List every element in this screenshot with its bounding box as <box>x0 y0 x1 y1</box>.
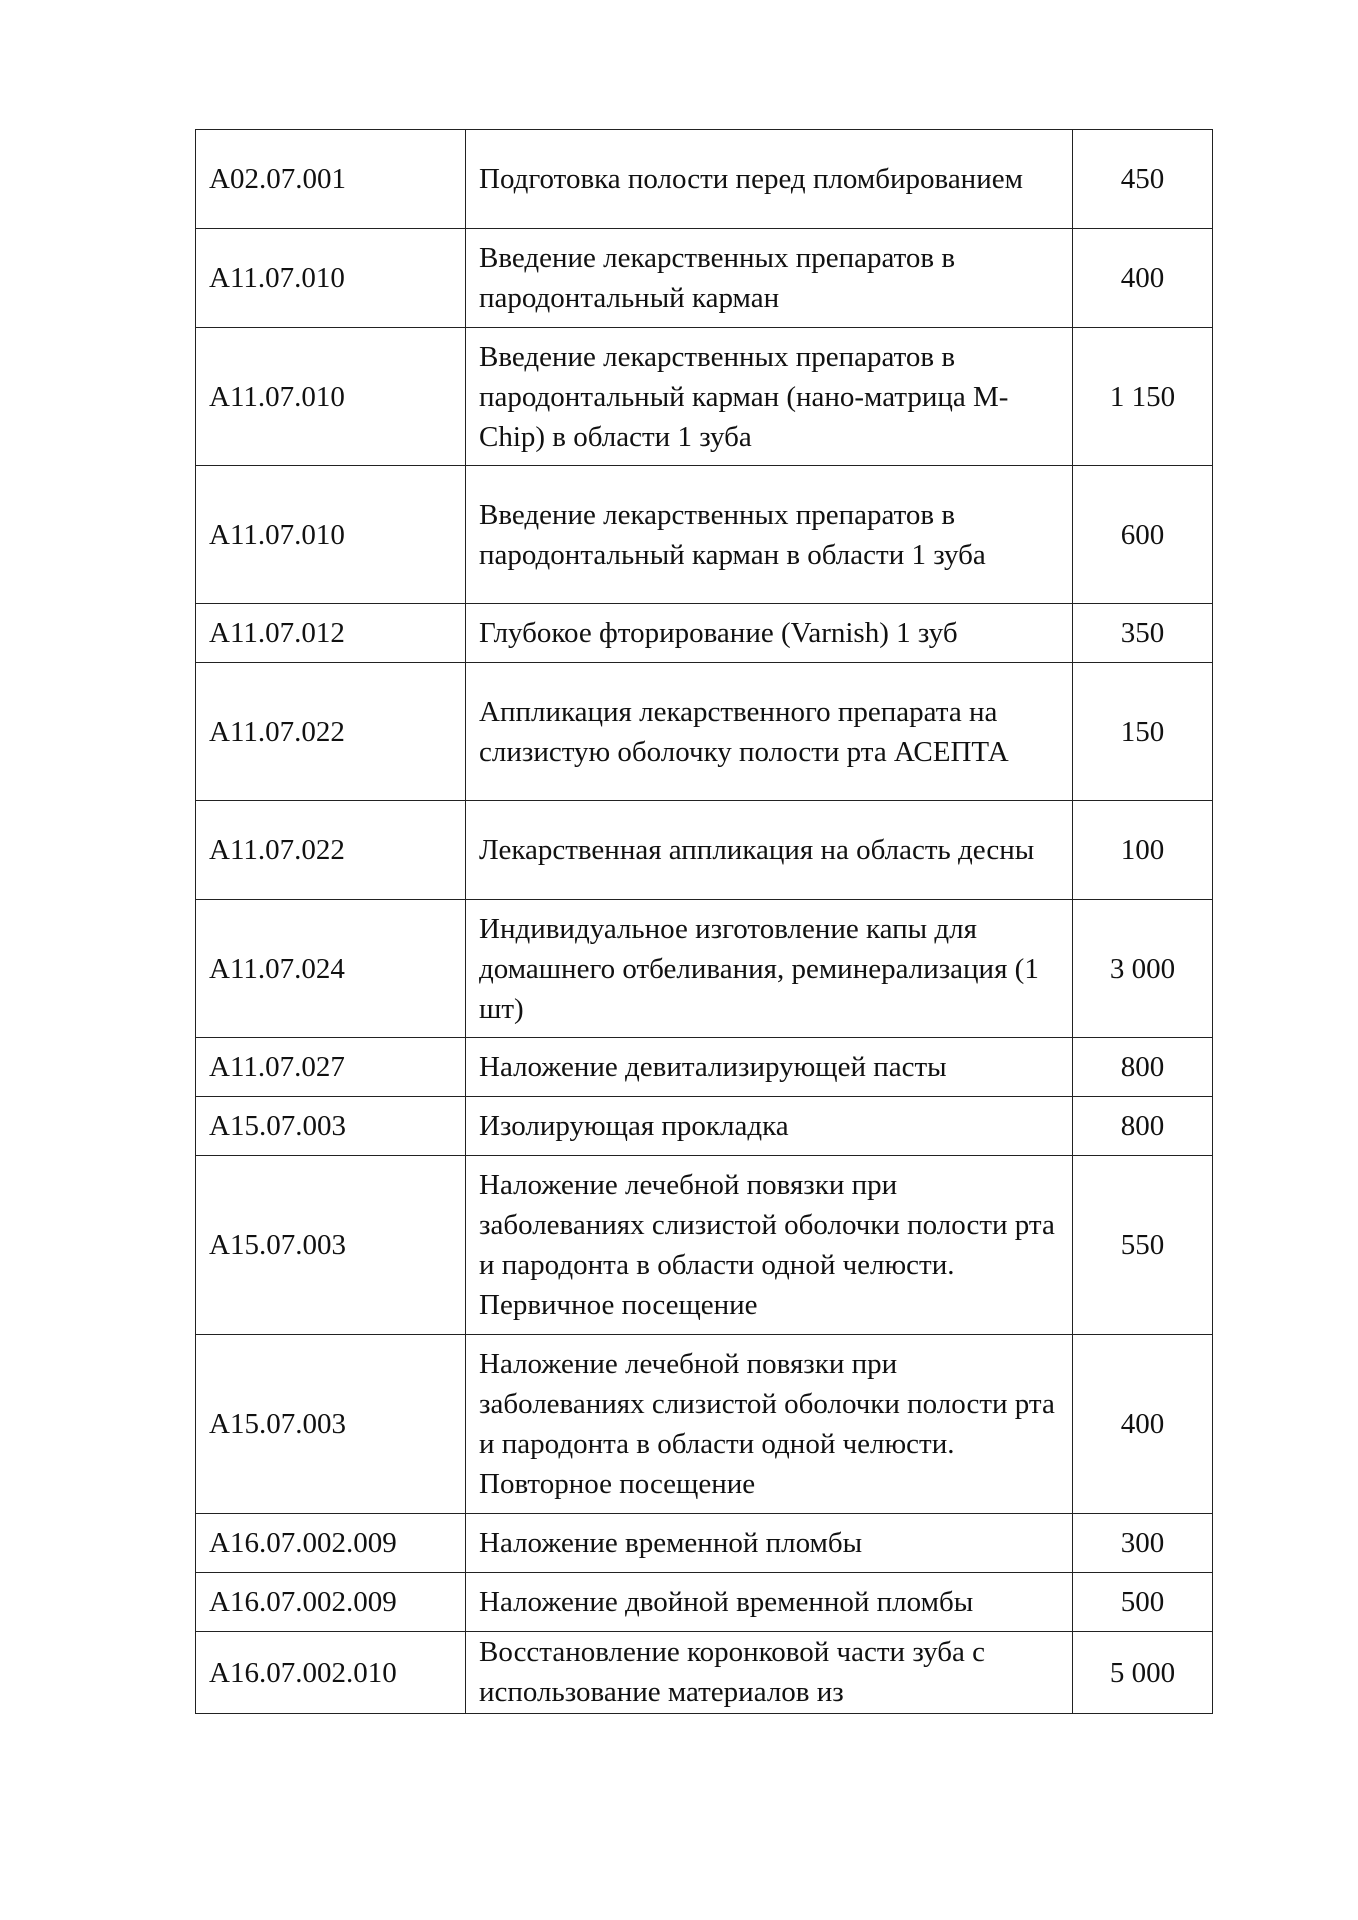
table-row <box>196 1097 1213 1156</box>
service-code: A16.07.002.009 <box>196 1573 466 1632</box>
service-code: A11.07.010 <box>196 466 466 604</box>
service-code: A11.07.012 <box>196 604 466 663</box>
service-name: Наложение лечебной повязки при заболеваниях слизистой оболочки полости рта и пародонта в области одной челюсти. Повторное посещение <box>466 1335 1073 1514</box>
service-code: A11.07.027 <box>196 1038 466 1097</box>
service-price: 400 <box>1073 229 1213 328</box>
service-name: Аппликация лекарственного препарата на слизистую оболочку полости рта АСЕПТА <box>466 663 1073 801</box>
service-code: A15.07.003 <box>196 1097 466 1156</box>
service-name: Изолирующая прокладка <box>466 1097 1073 1156</box>
service-name: Наложение лечебной повязки при заболеваниях слизистой оболочки полости рта и пародонта в области одной челюсти. Первичное посещение <box>466 1156 1073 1335</box>
service-code: A16.07.002.009 <box>196 1514 466 1573</box>
service-price: 3 000 <box>1073 900 1213 1038</box>
service-code: A02.07.001 <box>196 130 466 229</box>
service-name: Индивидуальное изготовление капы для домашнего отбеливания, реминерализация (1 шт) <box>466 900 1073 1038</box>
service-code: A11.07.022 <box>196 801 466 900</box>
table-row <box>196 229 1213 328</box>
service-price: 550 <box>1073 1156 1213 1335</box>
table-row <box>196 1335 1213 1514</box>
service-name: Подготовка полости перед пломбированием <box>466 130 1073 229</box>
table-row <box>196 1038 1213 1097</box>
service-name: Лекарственная аппликация на область десны <box>466 801 1073 900</box>
table-row <box>196 1156 1213 1335</box>
service-code: A11.07.022 <box>196 663 466 801</box>
service-name: Введение лекарственных препаратов в пародонтальный карман <box>466 229 1073 328</box>
service-name: Введение лекарственных препаратов в пародонтальный карман в области 1 зуба <box>466 466 1073 604</box>
table-row <box>196 604 1213 663</box>
service-name: Наложение двойной временной пломбы <box>466 1573 1073 1632</box>
service-name: Наложение девитализирующей пасты <box>466 1038 1073 1097</box>
service-price: 450 <box>1073 130 1213 229</box>
service-code: A15.07.003 <box>196 1335 466 1514</box>
price-list-table <box>195 129 1213 1714</box>
service-price: 300 <box>1073 1514 1213 1573</box>
table-row <box>196 1514 1213 1573</box>
service-price: 800 <box>1073 1097 1213 1156</box>
table-row <box>196 1632 1213 1714</box>
service-name: Введение лекарственных препаратов в пародонтальный карман (нано-матрица M-Chip) в области 1 зуба <box>466 328 1073 466</box>
service-code: A11.07.010 <box>196 328 466 466</box>
service-name: Восстановление коронковой части зуба с использование материалов из <box>466 1632 1073 1714</box>
table-row <box>196 466 1213 604</box>
service-code: A15.07.003 <box>196 1156 466 1335</box>
service-price: 5 000 <box>1073 1632 1213 1714</box>
table-row <box>196 1573 1213 1632</box>
service-price: 150 <box>1073 663 1213 801</box>
service-price: 600 <box>1073 466 1213 604</box>
table-row <box>196 900 1213 1038</box>
service-name: Глубокое фторирование (Varnish) 1 зуб <box>466 604 1073 663</box>
service-price: 500 <box>1073 1573 1213 1632</box>
service-price: 350 <box>1073 604 1213 663</box>
service-price: 400 <box>1073 1335 1213 1514</box>
table-row <box>196 663 1213 801</box>
table-row <box>196 328 1213 466</box>
service-code: A16.07.002.010 <box>196 1632 466 1714</box>
service-price: 800 <box>1073 1038 1213 1097</box>
service-code: A11.07.024 <box>196 900 466 1038</box>
table-row <box>196 130 1213 229</box>
table-row <box>196 801 1213 900</box>
service-price: 1 150 <box>1073 328 1213 466</box>
service-name: Наложение временной пломбы <box>466 1514 1073 1573</box>
service-price: 100 <box>1073 801 1213 900</box>
service-code: A11.07.010 <box>196 229 466 328</box>
